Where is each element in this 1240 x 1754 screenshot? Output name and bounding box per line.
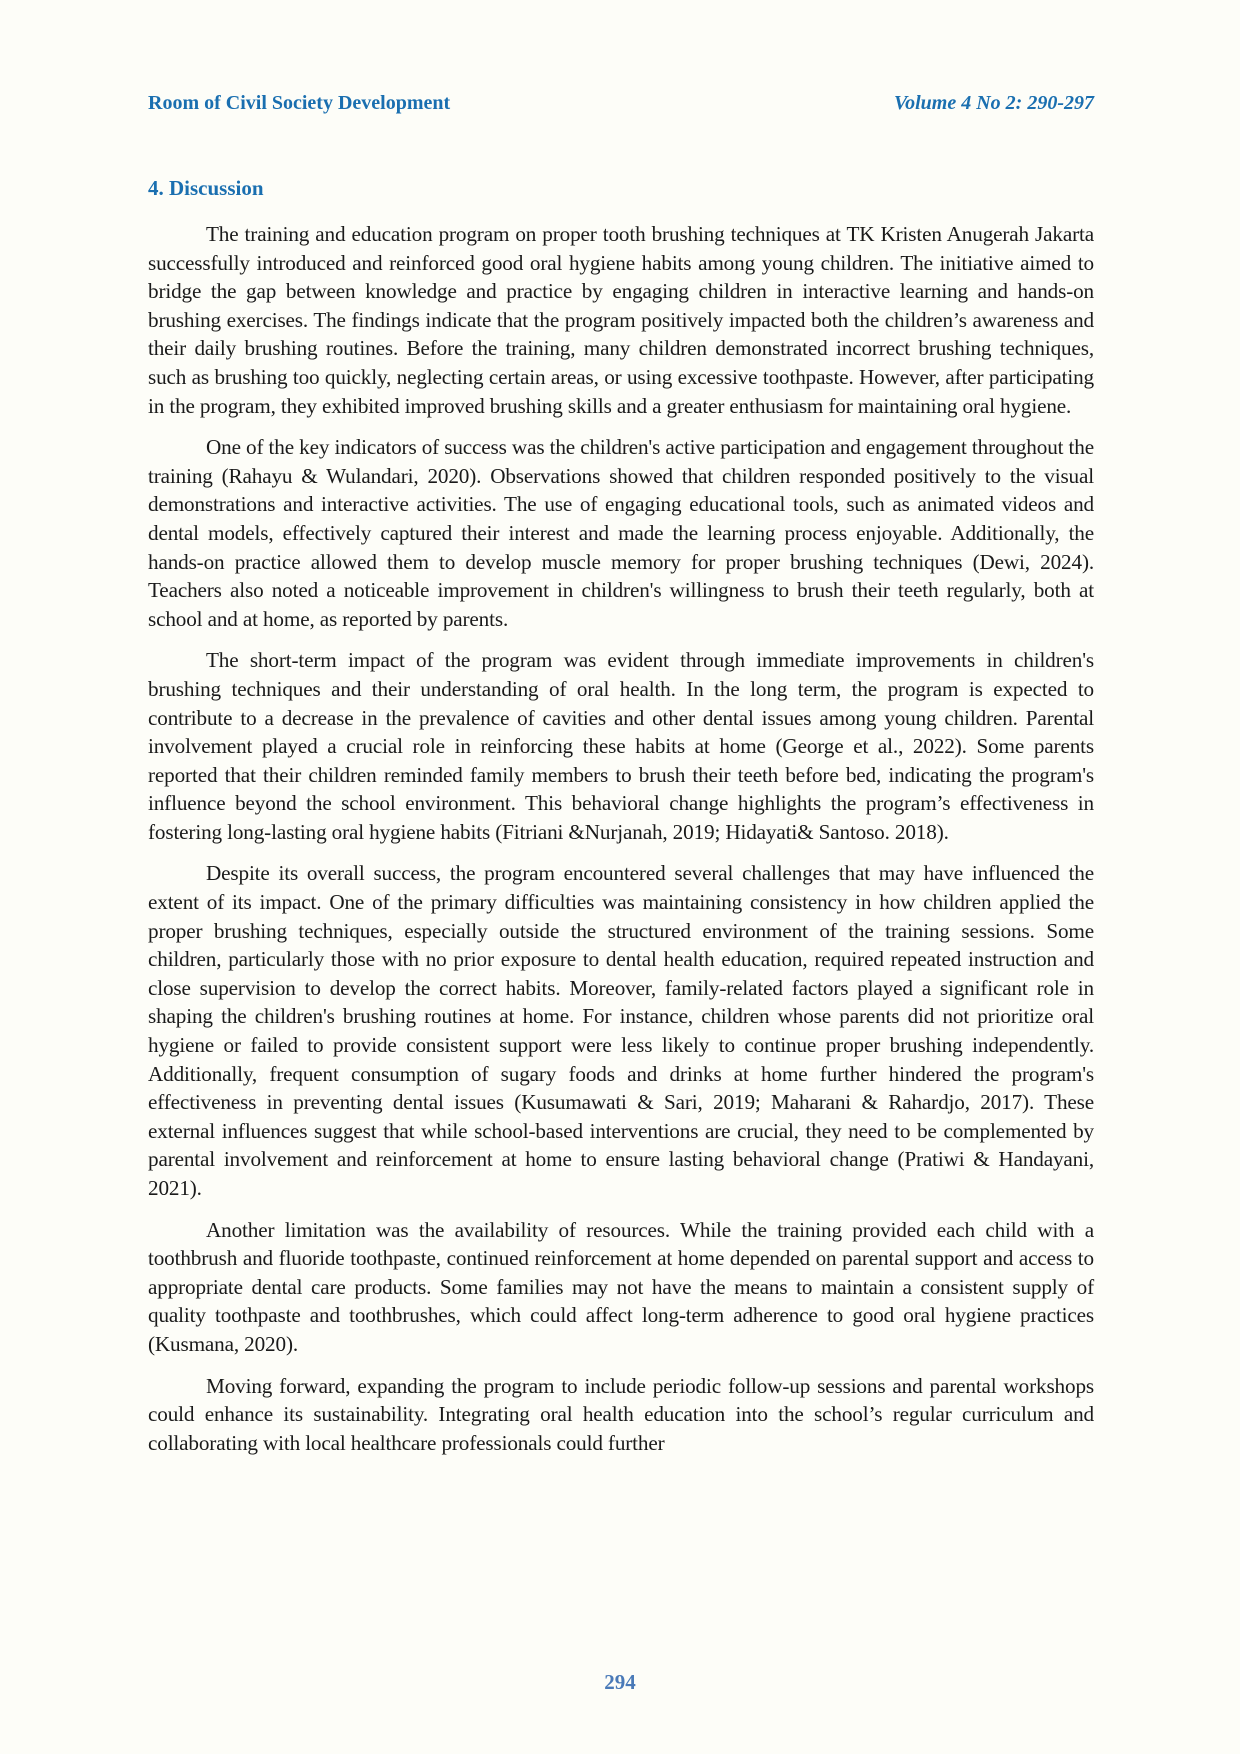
paragraph: One of the key indicators of success was the children's active participation and engagement throughout the training (Rahayu & Wulandari, 2020). Observations showed that children responded positively to the visual demonstrations and interactive activities. The use of engaging educational tools, such as animated videos and dental models, effectively captured their interest and made the learning process enjoyable. Additionally, the hands-on practice allowed them to develop muscle memory for proper brushing techniques (Dewi, 2024). Teachers also noted a noticeable improvement in children's willingness to brush their teeth regularly, both at school and at home, as reported by parents. (148, 435, 1094, 631)
discussion-body (148, 220, 1094, 1470)
paragraph: Another limitation was the availability of resources. While the training provided each child with a toothbrush and fluoride toothpaste, continued reinforcement at home depended on parental support and access to appropriate dental care products. Some families may not have the means to maintain a consistent supply of quality toothpaste and toothbrushes, which could affect long-term adherence to good oral hygiene practices (Kusmana, 2020). (148, 1217, 1094, 1356)
paragraph: The training and education program on proper tooth brushing techniques at TK Kristen Anugerah Jakarta successfully introduced and reinforced good oral hygiene habits among young children. The initiative aimed to bridge the gap between knowledge and practice by engaging children in interactive learning and hands-on brushing exercises. The findings indicate that the program positively impacted both the children’s awareness and their daily brushing routines. Before the training, many children demonstrated incorrect brushing techniques, such as brushing too quickly, neglecting certain areas, or using excessive toothpaste. However, after participating in the program, they exhibited improved brushing skills and a greater enthusiasm for maintaining oral hygiene. (148, 222, 1094, 418)
journal-title: Room of Civil Society Development (148, 92, 451, 114)
section-title: 4. Discussion (148, 176, 264, 200)
paragraph: Despite its overall success, the program encountered several challenges that may have influenced the extent of its impact. One of the primary difficulties was maintaining consistency in how children applied the proper brushing techniques, especially outside the structured environment of the training sessions. Some children, particularly those with no prior exposure to dental health education, required repeated instruction and close supervision to develop the correct habits. Moreover, family-related factors played a significant role in shaping the children's brushing routines at home. For instance, children whose parents did not prioritize oral hygiene or failed to provide consistent support were less likely to continue proper brushing independently. Additionally, frequent consumption of sugary foods and drinks at home further hindered the program's effectiveness in preventing dental issues (Kusumawati & Sari, 2019; Maharani & Rahardjo, 2017). These external influences suggest that while school-based interventions are crucial, they need to be complemented by parental involvement and reinforcement at home to ensure lasting behavioral change (Pratiwi & Handayani, 2021). (148, 861, 1094, 1200)
paragraph: The short-term impact of the program was evident through immediate improvements in children's brushing techniques and their understanding of oral health. In the long term, the program is expected to contribute to a decrease in the prevalence of cavities and other dental issues among young children. Parental involvement played a crucial role in reinforcing these habits at home (George et al., 2022). Some parents reported that their children reminded family members to brush their teeth before bed, indicating the program's influence beyond the school environment. This behavioral change highlights the program’s effectiveness in fostering long-lasting oral hygiene habits (Fitriani &Nurjanah, 2019; Hidayati& Santoso. 2018). (148, 648, 1094, 844)
page-number: 294 (604, 1670, 636, 1694)
paragraph: Moving forward, expanding the program to include periodic follow-up sessions and parental workshops could enhance its sustainability. Integrating oral health education into the school’s regular curriculum and collaborating with local healthcare professionals could further (148, 1373, 1094, 1455)
volume-info: Volume 4 No 2: 290-297 (894, 92, 1094, 114)
